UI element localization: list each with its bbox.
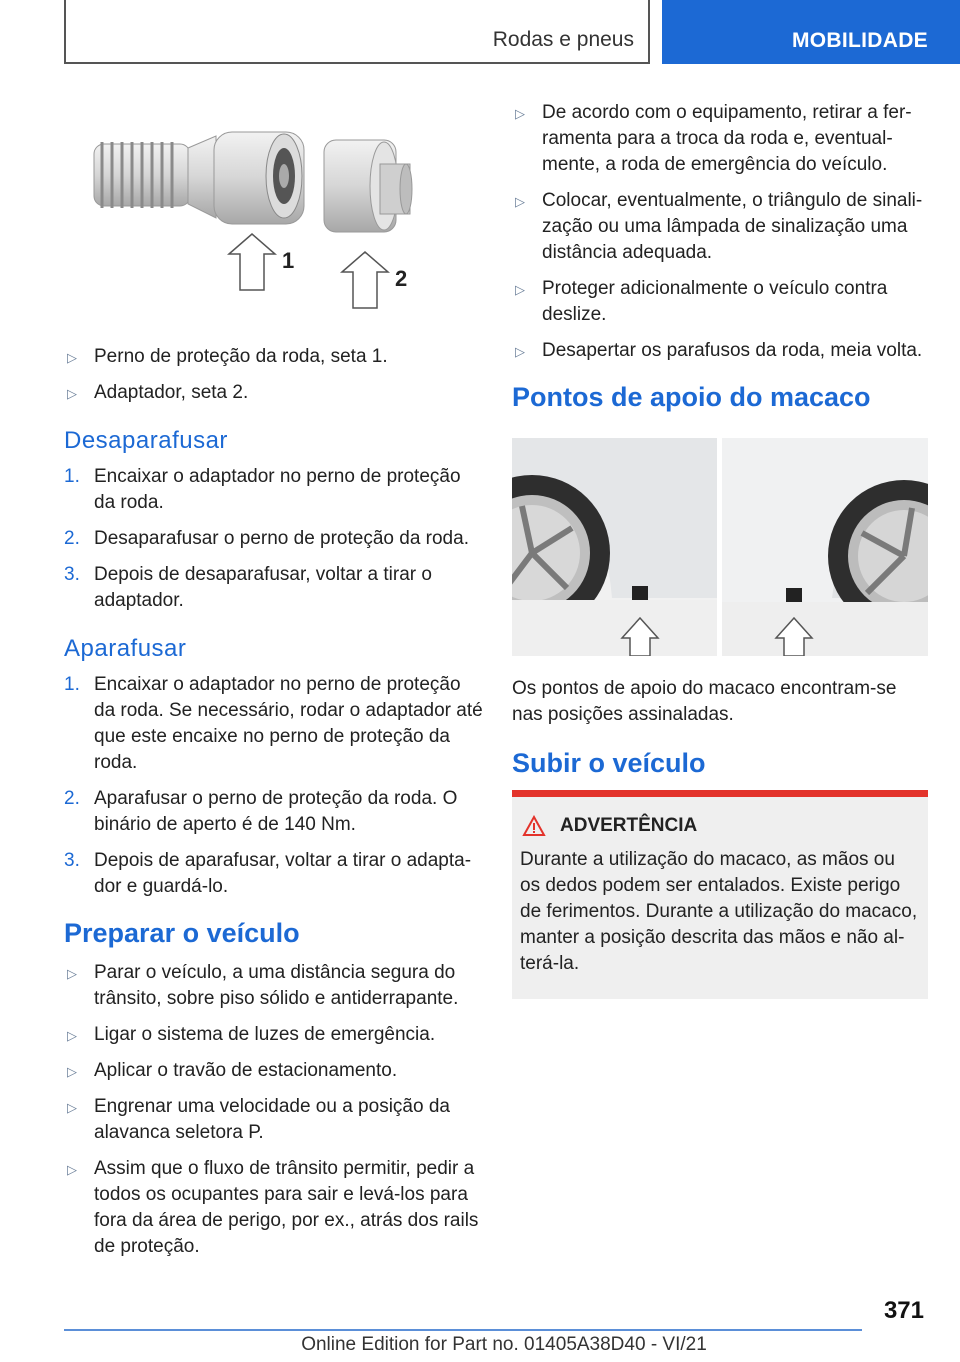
list-item: ▷ Proteger adicionalmente o veículo contra deslize. [515,278,888,325]
section-heading-jack-points: Pontos de apoio do macaco [512,382,871,412]
warning-triangle-icon [522,815,546,837]
list-item: ▷ Ligar o sistema de luzes de emergência. [64,1022,484,1048]
triangle-bullet-icon: ▷ [515,344,525,359]
triangle-bullet-icon: ▷ [67,966,77,981]
step-item: 3. Depois de desaparafusar, voltar a tirar o adaptador. [64,564,432,611]
callout-2: 2 [395,266,408,291]
triangle-bullet-icon: ▷ [67,1028,77,1043]
step-item: 2. Desaparafusar o perno de proteção da roda. [64,528,469,549]
footer-edition: Online Edition for Part no. 01405A38D40 - VI/21 [301,1334,707,1355]
list-item: ▷ Engrenar uma velocidade ou a posição da alavanca seletora P. [67,1096,450,1143]
triangle-bullet-icon: ▷ [515,282,525,297]
triangle-bullet-icon: ▷ [67,386,77,401]
warning-text: Durante a utilização do macaco, as mãos ou os dedos podem ser entalados. Existe perigo de ferimentos. Durante a utilização do macaco, manter a posição descrita das mãos e não alterá-la. [520,849,918,974]
wheel-lock-bolt-illustration [84,118,414,316]
footer-divider [64,1329,862,1331]
step-item: 2. Aparafusar o perno de proteção da roda. O binário de aperto é de 140 Nm. [64,788,458,835]
list-item: ▷ Assim que o fluxo de trânsito permitir, pedir a todos os ocupantes para sair e levá-los para fora da área de perigo, por ex., atrás dos rails de proteção. [67,1158,479,1257]
page-number: 371 [883,1297,924,1324]
step-item: 3. Depois de aparafusar, voltar a tirar o adaptador e guardá-lo. [64,850,472,897]
triangle-bullet-icon: ▷ [67,1100,77,1115]
step-item: 1. Encaixar o adaptador no perno de proteção da roda. [64,466,461,513]
header-chapter-tab[interactable] [662,0,960,64]
section-heading-unscrew: Desaparafusar [64,427,228,454]
section-heading-screw: Aparafusar [64,635,187,662]
list-item: ▷ Aplicar o travão de estacionamento. [64,1058,484,1084]
list-item: ▷ Perno de proteção da roda, seta 1. [64,344,484,370]
section-heading-prepare: Preparar o veículo [64,918,300,948]
triangle-bullet-icon: ▷ [67,1162,77,1177]
triangle-bullet-icon: ▷ [515,106,525,121]
triangle-bullet-icon: ▷ [67,1064,77,1079]
warning-title: ADVERTÊNCIA [560,815,698,836]
list-item: ▷ Parar o veículo, a uma distância segura do trânsito, sobre piso sólido e antiderrapante. [67,962,459,1009]
list-item: ▷ De acordo com o equipamento, retirar a ferramenta para a troca da roda e, eventualmente, a roda de emergência do veículo. [515,102,912,175]
step-item: 1. Encaixar o adaptador no perno de proteção da roda. Se necessário, rodar o adaptador até que este encaixe no perno de proteção da roda. [64,674,483,773]
callout-1: 1 [282,248,295,273]
list-item: ▷ Colocar, eventualmente, o triângulo de sinalização ou uma lâmpada de sinalização uma distância adequada. [515,190,923,263]
warning-box [512,790,928,999]
triangle-bullet-icon: ▷ [67,350,77,365]
right-column [512,100,928,999]
list-item: ▷ Desapertar os parafusos da roda, meia volta. [512,338,928,364]
triangle-bullet-icon: ▷ [515,194,525,209]
left-column [64,118,484,1270]
warning-header [520,813,920,839]
header-section-box [64,0,650,64]
jack-points-photo [512,438,928,656]
header-section-title: Rodas e pneus [492,28,634,51]
header-chapter-title: MOBILIDADE [792,29,928,52]
jack-points-text: Os pontos de apoio do macaco encontram-se nas posições assinaladas. [512,678,897,725]
list-item: ▷ Adaptador, seta 2. [64,380,484,406]
section-heading-lift: Subir o veículo [512,748,706,778]
